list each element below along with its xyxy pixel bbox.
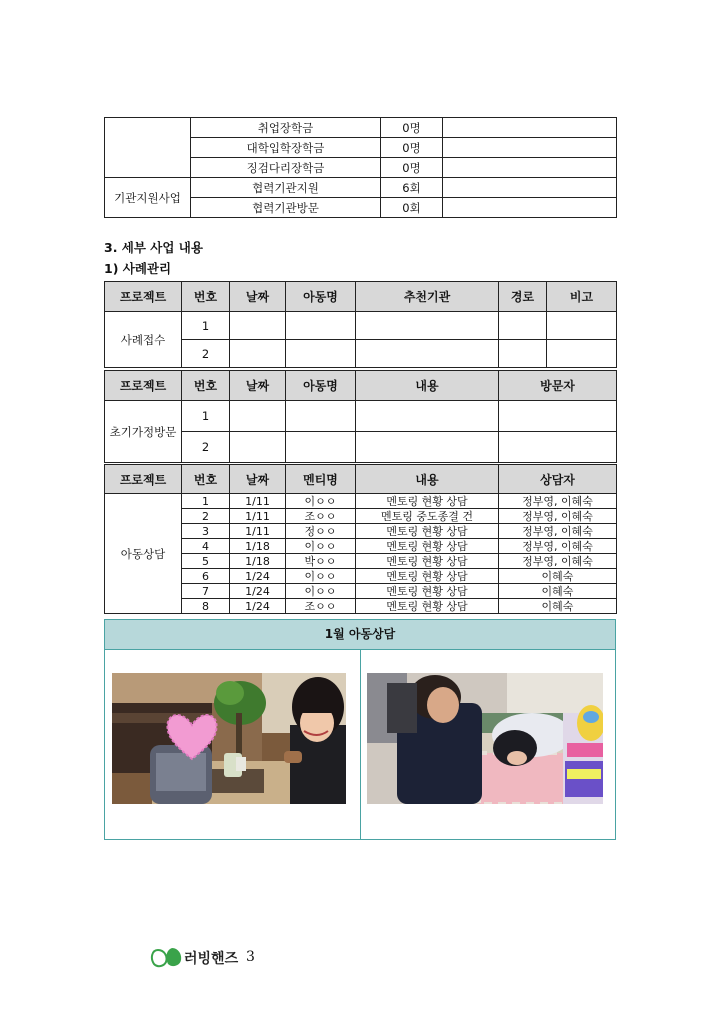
table-row bbox=[105, 554, 617, 569]
header-content: 내용 bbox=[356, 465, 499, 494]
content-cell bbox=[356, 432, 499, 463]
content-cell: 멘토링 현황 상담 bbox=[356, 494, 499, 509]
number-cell: 1 bbox=[182, 312, 230, 340]
table-row bbox=[105, 539, 617, 554]
table-row bbox=[105, 524, 617, 539]
header-mentee-name: 멘티명 bbox=[286, 465, 356, 494]
photo-cell-right bbox=[361, 650, 615, 839]
header-number: 번호 bbox=[182, 282, 230, 312]
header-counselor: 상담자 bbox=[499, 465, 617, 494]
item-cell: 협력기관방문 bbox=[191, 198, 381, 218]
content-cell: 멘토링 현황 상담 bbox=[356, 584, 499, 599]
counselor-cell: 이혜숙 bbox=[499, 599, 617, 614]
mentee-name-cell: 이ㅇㅇ bbox=[286, 494, 356, 509]
mentee-name-cell: 이ㅇㅇ bbox=[286, 569, 356, 584]
content-cell: 멘토링 중도종결 건 bbox=[356, 509, 499, 524]
note-cell bbox=[443, 158, 617, 178]
number-cell: 2 bbox=[182, 432, 230, 463]
header-date: 날짜 bbox=[230, 371, 286, 401]
date-cell bbox=[230, 340, 286, 368]
header-child-name: 아동명 bbox=[286, 371, 356, 401]
value-cell: 0회 bbox=[381, 198, 443, 218]
content-cell bbox=[356, 401, 499, 432]
date-cell: 1/11 bbox=[230, 509, 286, 524]
item-cell: 대학입학장학금 bbox=[191, 138, 381, 158]
header-content: 내용 bbox=[356, 371, 499, 401]
mentee-name-cell: 정ㅇㅇ bbox=[286, 524, 356, 539]
category-cell: 기관지원사업 bbox=[105, 178, 191, 218]
header-referral-agency: 추천기관 bbox=[356, 282, 499, 312]
mentee-name-cell: 이ㅇㅇ bbox=[286, 539, 356, 554]
table-row bbox=[105, 584, 617, 599]
header-remarks: 비고 bbox=[547, 282, 617, 312]
value-cell: 0명 bbox=[381, 138, 443, 158]
page-number: 3 bbox=[246, 949, 255, 965]
date-cell: 1/18 bbox=[230, 539, 286, 554]
scholarship-summary-table bbox=[104, 117, 617, 218]
date-cell: 1/11 bbox=[230, 494, 286, 509]
table-row bbox=[105, 340, 617, 368]
case-intake-table bbox=[104, 281, 617, 368]
item-cell: 취업장학금 bbox=[191, 118, 381, 138]
subsection-title: 1) 사례관리 bbox=[104, 261, 172, 276]
content-cell: 멘토링 현황 상담 bbox=[356, 539, 499, 554]
mentee-name-cell: 조ㅇㅇ bbox=[286, 509, 356, 524]
route-cell bbox=[499, 312, 547, 340]
counselor-cell: 이혜숙 bbox=[499, 569, 617, 584]
number-cell: 1 bbox=[182, 401, 230, 432]
header-project: 프로젝트 bbox=[105, 371, 182, 401]
table-row bbox=[105, 118, 617, 138]
counselor-cell: 정부영, 이혜숙 bbox=[499, 539, 617, 554]
header-visitor: 방문자 bbox=[499, 371, 617, 401]
number-cell: 3 bbox=[182, 524, 230, 539]
date-cell: 1/11 bbox=[230, 524, 286, 539]
footer-brand: 러빙핸즈 bbox=[184, 951, 239, 967]
referral-agency-cell bbox=[356, 312, 499, 340]
category-cell bbox=[105, 118, 191, 178]
header-project: 프로젝트 bbox=[105, 282, 182, 312]
photo-section bbox=[104, 619, 616, 840]
date-cell bbox=[230, 312, 286, 340]
photo-section-title: 1월 아동상담 bbox=[105, 620, 615, 650]
mentee-name-cell: 이ㅇㅇ bbox=[286, 584, 356, 599]
date-cell: 1/18 bbox=[230, 554, 286, 569]
value-cell: 0명 bbox=[381, 158, 443, 178]
table-row bbox=[105, 599, 617, 614]
counselor-cell: 정부영, 이혜숙 bbox=[499, 494, 617, 509]
number-cell: 5 bbox=[182, 554, 230, 569]
content-cell: 멘토링 현황 상담 bbox=[356, 524, 499, 539]
content-cell: 멘토링 현황 상담 bbox=[356, 554, 499, 569]
mentee-name-cell: 조ㅇㅇ bbox=[286, 599, 356, 614]
date-cell: 1/24 bbox=[230, 584, 286, 599]
item-cell: 징검다리장학금 bbox=[191, 158, 381, 178]
table-row bbox=[105, 178, 617, 198]
photo-cell-left bbox=[105, 650, 361, 839]
project-cell: 사례접수 bbox=[105, 312, 182, 368]
number-cell: 4 bbox=[182, 539, 230, 554]
section-title: 3. 세부 사업 내용 bbox=[104, 240, 203, 255]
table-row bbox=[105, 494, 617, 509]
header-route: 경로 bbox=[499, 282, 547, 312]
header-child-name: 아동명 bbox=[286, 282, 356, 312]
number-cell: 6 bbox=[182, 569, 230, 584]
note-cell bbox=[443, 178, 617, 198]
counselor-cell: 정부영, 이혜숙 bbox=[499, 509, 617, 524]
header-project: 프로젝트 bbox=[105, 465, 182, 494]
table-row bbox=[105, 312, 617, 340]
number-cell: 7 bbox=[182, 584, 230, 599]
note-cell bbox=[443, 118, 617, 138]
content-cell: 멘토링 현황 상담 bbox=[356, 569, 499, 584]
route-cell bbox=[499, 340, 547, 368]
note-cell bbox=[443, 138, 617, 158]
leaf-logo-icon bbox=[150, 946, 182, 974]
child-counseling-table bbox=[104, 464, 617, 614]
number-cell: 2 bbox=[182, 340, 230, 368]
child-name-cell bbox=[286, 340, 356, 368]
child-name-cell bbox=[286, 432, 356, 463]
table-row bbox=[105, 401, 617, 432]
counseling-photo-1 bbox=[112, 673, 346, 804]
project-cell: 아동상담 bbox=[105, 494, 182, 614]
item-cell: 협력기관지원 bbox=[191, 178, 381, 198]
child-name-cell bbox=[286, 401, 356, 432]
counseling-photo-2 bbox=[367, 673, 603, 804]
table-row bbox=[105, 509, 617, 524]
note-cell bbox=[443, 198, 617, 218]
referral-agency-cell bbox=[356, 340, 499, 368]
table-header-row bbox=[105, 282, 617, 312]
content-cell: 멘토링 현황 상담 bbox=[356, 599, 499, 614]
counselor-cell: 이혜숙 bbox=[499, 584, 617, 599]
table-header-row bbox=[105, 465, 617, 494]
table-row bbox=[105, 432, 617, 463]
visitor-cell bbox=[499, 401, 617, 432]
visitor-cell bbox=[499, 432, 617, 463]
header-date: 날짜 bbox=[230, 282, 286, 312]
mentee-name-cell: 박ㅇㅇ bbox=[286, 554, 356, 569]
table-header-row bbox=[105, 371, 617, 401]
remarks-cell bbox=[547, 312, 617, 340]
home-visit-table bbox=[104, 370, 617, 463]
date-cell bbox=[230, 401, 286, 432]
child-name-cell bbox=[286, 312, 356, 340]
remarks-cell bbox=[547, 340, 617, 368]
number-cell: 2 bbox=[182, 509, 230, 524]
project-cell: 초기가정방문 bbox=[105, 401, 182, 463]
counselor-cell: 정부영, 이혜숙 bbox=[499, 524, 617, 539]
value-cell: 6회 bbox=[381, 178, 443, 198]
header-number: 번호 bbox=[182, 465, 230, 494]
number-cell: 8 bbox=[182, 599, 230, 614]
table-row bbox=[105, 569, 617, 584]
date-cell: 1/24 bbox=[230, 569, 286, 584]
header-number: 번호 bbox=[182, 371, 230, 401]
date-cell bbox=[230, 432, 286, 463]
number-cell: 1 bbox=[182, 494, 230, 509]
counselor-cell: 정부영, 이혜숙 bbox=[499, 554, 617, 569]
header-date: 날짜 bbox=[230, 465, 286, 494]
value-cell: 0명 bbox=[381, 118, 443, 138]
date-cell: 1/24 bbox=[230, 599, 286, 614]
